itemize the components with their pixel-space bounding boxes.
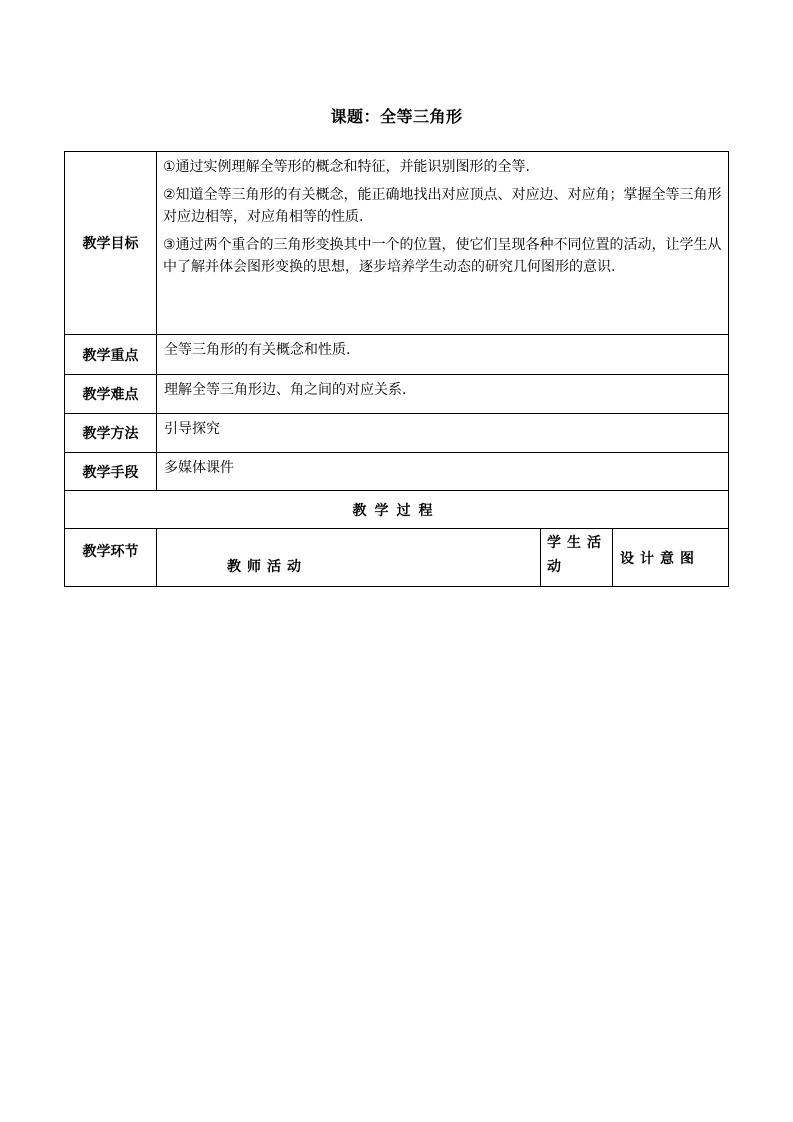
- process-title: 教学过程: [65, 491, 729, 529]
- row-method: [65, 414, 729, 453]
- header-student: 学生活动: [547, 535, 607, 575]
- key-points-content: 全等三角形的有关概念和性质.: [157, 335, 729, 375]
- method-content: 引导探究: [157, 414, 729, 453]
- goal-item-1: ①通过实例理解全等形的概念和特征，并能识别图形的全等.: [163, 159, 530, 175]
- goal-item-3: ③通过两个重合的三角形变换其中一个的位置，使它们呈现各种不同位置的活动，让学生从中了解并体会图形变换的思想，逐步培养学生动态的研究几何图形的意识.: [163, 237, 722, 275]
- means-label: 教学手段: [65, 453, 157, 491]
- key-points-label: 教学重点: [65, 335, 157, 375]
- difficulties-label: 教学难点: [65, 375, 157, 414]
- row-process-header: [65, 529, 729, 587]
- goals-label: 教学目标: [65, 152, 157, 335]
- header-teacher: 教师活动: [227, 559, 307, 575]
- row-process-title: [65, 491, 729, 529]
- difficulties-content: 理解全等三角形边、角之间的对应关系.: [157, 375, 729, 414]
- lesson-plan-table: [64, 151, 729, 587]
- row-means: [65, 453, 729, 491]
- header-intent-cell: [613, 529, 729, 587]
- header-teacher-cell: [157, 529, 541, 587]
- method-label: 教学方法: [65, 414, 157, 453]
- row-difficulties: [65, 375, 729, 414]
- row-goals: [65, 152, 729, 335]
- header-intent: 设计意图: [620, 550, 700, 567]
- goal-item-2: ②知道全等三角形的有关概念，能正确地找出对应顶点、对应边、对应角；掌握全等三角形对应边相等，对应角相等的性质.: [163, 187, 722, 225]
- header-student-cell: [541, 529, 613, 587]
- page-title: 课题：全等三角形: [330, 107, 463, 126]
- row-key-points: [65, 335, 729, 375]
- goals-content: [157, 152, 729, 335]
- header-stage: 教学环节: [65, 529, 157, 587]
- means-content: 多媒体课件: [157, 453, 729, 491]
